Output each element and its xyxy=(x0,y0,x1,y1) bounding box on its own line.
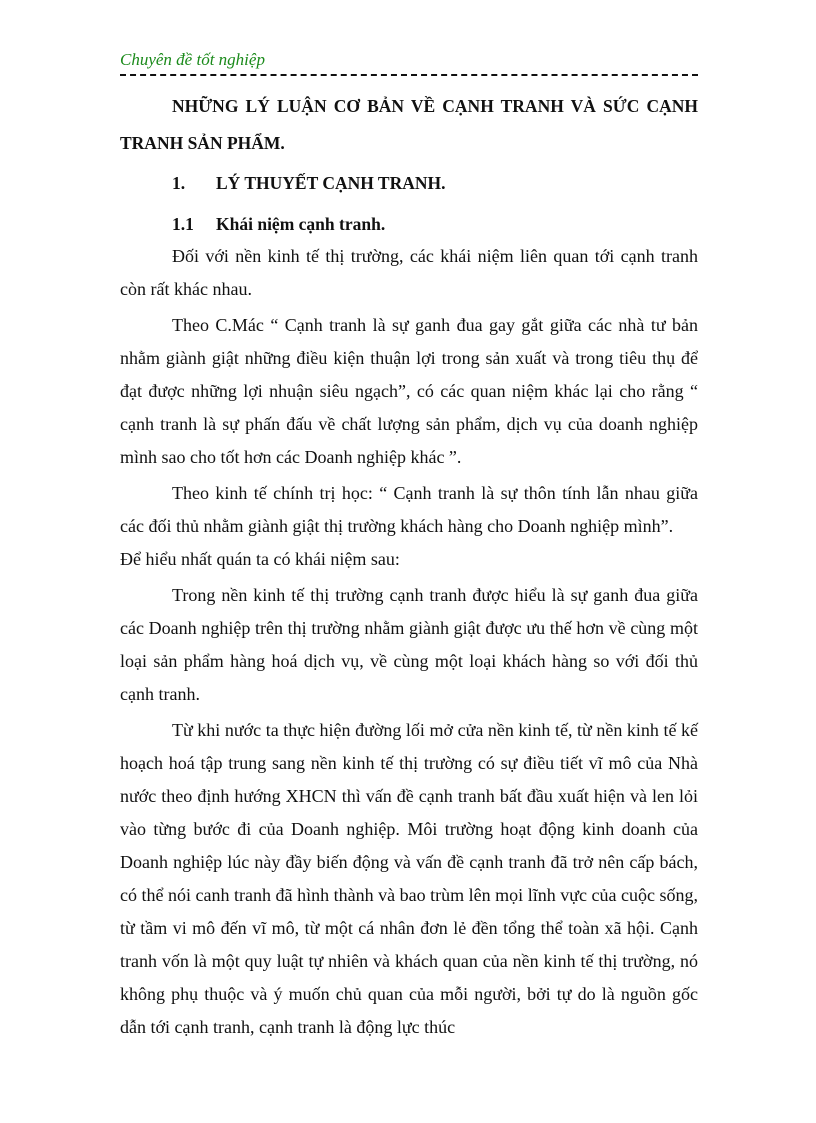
paragraph: Trong nền kinh tế thị trường cạnh tranh được hiểu là sự ganh đua giữa các Doanh nghiệp trên thị trường nhằm giành giật được ưu thế hơn về cùng một loại sản phẩm hàng hoá dịch vụ, về cùng một loại khách hàng so với đối thủ cạnh tranh. xyxy=(120,585,698,704)
section-1-1-heading xyxy=(120,208,698,241)
chapter-title: NHỮNG LÝ LUẬN CƠ BẢN VỀ CẠNH TRANH VÀ SỨC CẠNH TRANH SẢN PHẨM. xyxy=(120,96,698,153)
header-title: Chuyên đề tốt nghiệp xyxy=(120,50,265,69)
body-text xyxy=(120,240,698,1044)
paragraph: Theo kinh tế chính trị học: “ Cạnh tranh là sự thôn tính lẫn nhau giữa các đối thủ nhằm giành giật thị trường khách hàng cho Doanh nghiệp mình”. xyxy=(120,483,698,536)
paragraph: Đối với nền kinh tế thị trường, các khái niệm liên quan tới cạnh tranh còn rất khác nhau. xyxy=(120,246,698,299)
paragraph: Từ khi nước ta thực hiện đường lối mở cửa nền kinh tế, từ nền kinh tế kế hoạch hoá tập trung sang nền kinh tế thị trường có sự điều tiết vĩ mô của Nhà nước theo định hướng XHCN thì vấn đề cạnh tranh bất đầu xuất hiện và len lỏi vào từng bước đi của Doanh nghiệp. Môi trường hoạt động kinh doanh của Doanh nghiệp lúc này đầy biến động và vấn đề cạnh tranh đã trở nên cấp bách, có thể nói canh tranh đã hình thành và bao trùm lên mọi lĩnh vực của cuộc sống, từ tầm vi mô đến vĩ mô, từ một cá nhân đơn lẻ đền tổng thể toàn xã hội. Cạnh tranh vốn là một quy luật tự nhiên và khách quan của nền kinh tế thị trường, nó không phụ thuộc và ý muốn chủ quan của mỗi người, bởi tự do là nguồn gốc dẫn tới cạnh tranh, cạnh tranh là động lực thúc xyxy=(120,720,698,1037)
section-1-heading xyxy=(120,167,698,200)
section-title: LÝ THUYẾT CẠNH TRANH. xyxy=(216,173,446,193)
section-number: 1. xyxy=(172,173,186,193)
paragraph: Để hiểu nhất quán ta có khái niệm sau: xyxy=(120,549,400,569)
header-dashed-divider xyxy=(120,74,698,76)
subsection-number: 1.1 xyxy=(172,214,194,234)
subsection-title: Khái niệm cạnh tranh. xyxy=(216,214,386,234)
paragraph: Theo C.Mác “ Cạnh tranh là sự ganh đua gay gắt giữa các nhà tư bản nhằm giành giật những điều kiện thuận lợi trong sản xuất và trong tiêu thụ để đạt được những lợi nhuận siêu ngạch”, có các quan niệm khác lại cho rằng “ cạnh tranh là sự phấn đấu về chất lượng sản phẩm, dịch vụ của doanh nghiệp mình sao cho tốt hơn các Doanh nghiệp khác ”. xyxy=(120,315,698,467)
